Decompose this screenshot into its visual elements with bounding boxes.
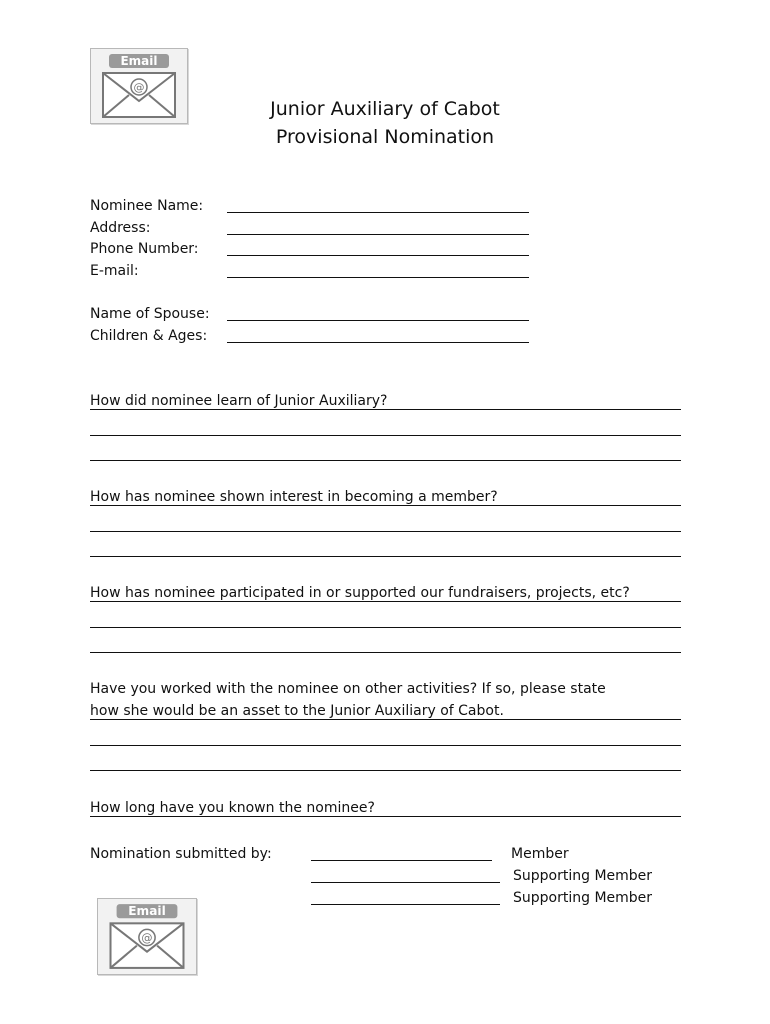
answer-4-line-2[interactable]: [90, 745, 681, 746]
phone-label: Phone Number:: [90, 241, 199, 257]
form-title: [0, 95, 770, 151]
answer-2-line-3[interactable]: [90, 556, 681, 557]
role-member: Member: [511, 846, 569, 862]
question-2: How has nominee shown interest in becoming a member?: [90, 489, 498, 505]
email-label: Email: [120, 54, 158, 68]
question-4-line-2: how she would be an asset to the Junior Auxiliary of Cabot.: [90, 703, 504, 719]
address-field[interactable]: [227, 234, 529, 235]
email-at-symbol: @: [141, 931, 153, 945]
answer-4-line-1[interactable]: [90, 719, 681, 720]
nominee-name-label: Nominee Name:: [90, 198, 204, 214]
nominee-name-field[interactable]: [227, 212, 529, 213]
email-at-symbol: @: [133, 81, 145, 94]
answer-3-line-3[interactable]: [90, 652, 681, 653]
email-label-field: E-mail:: [90, 263, 139, 279]
answer-2-line-2[interactable]: [90, 531, 681, 532]
title-line-2: Provisional Nomination: [275, 126, 495, 148]
children-label: Children & Ages:: [90, 328, 208, 344]
address-label: Address:: [90, 220, 151, 236]
answer-3-line-1[interactable]: [90, 601, 681, 602]
phone-field[interactable]: [227, 255, 529, 256]
answer-2-line-1[interactable]: [90, 505, 681, 506]
spouse-field[interactable]: [227, 320, 529, 321]
answer-4-line-3[interactable]: [90, 770, 681, 771]
question-4-line-1: Have you worked with the nominee on other activities? If so, please state: [90, 681, 606, 697]
title-line-1: Junior Auxiliary of Cabot: [270, 98, 500, 120]
answer-1-line-1[interactable]: [90, 409, 681, 410]
question-5: How long have you known the nominee?: [90, 800, 375, 816]
children-field[interactable]: [227, 342, 529, 343]
email-label: Email: [128, 904, 166, 919]
submitted-by-label: Nomination submitted by:: [90, 846, 272, 862]
question-1: How did nominee learn of Junior Auxiliary?: [90, 393, 388, 409]
email-icon: [98, 899, 196, 974]
email-button-bottom[interactable]: [97, 898, 197, 975]
question-3: How has nominee participated in or supported our fundraisers, projects, etc?: [90, 585, 630, 601]
answer-5-line-1[interactable]: [90, 816, 681, 817]
answer-1-line-3[interactable]: [90, 460, 681, 461]
signature-line-3[interactable]: [311, 904, 500, 905]
role-supporting-member-1: Supporting Member: [513, 868, 653, 884]
answer-3-line-2[interactable]: [90, 627, 681, 628]
signature-line-1[interactable]: [311, 860, 492, 861]
email-field[interactable]: [227, 277, 529, 278]
spouse-label: Name of Spouse:: [90, 306, 210, 322]
answer-1-line-2[interactable]: [90, 435, 681, 436]
role-supporting-member-2: Supporting Member: [513, 890, 653, 906]
signature-line-2[interactable]: [311, 882, 500, 883]
